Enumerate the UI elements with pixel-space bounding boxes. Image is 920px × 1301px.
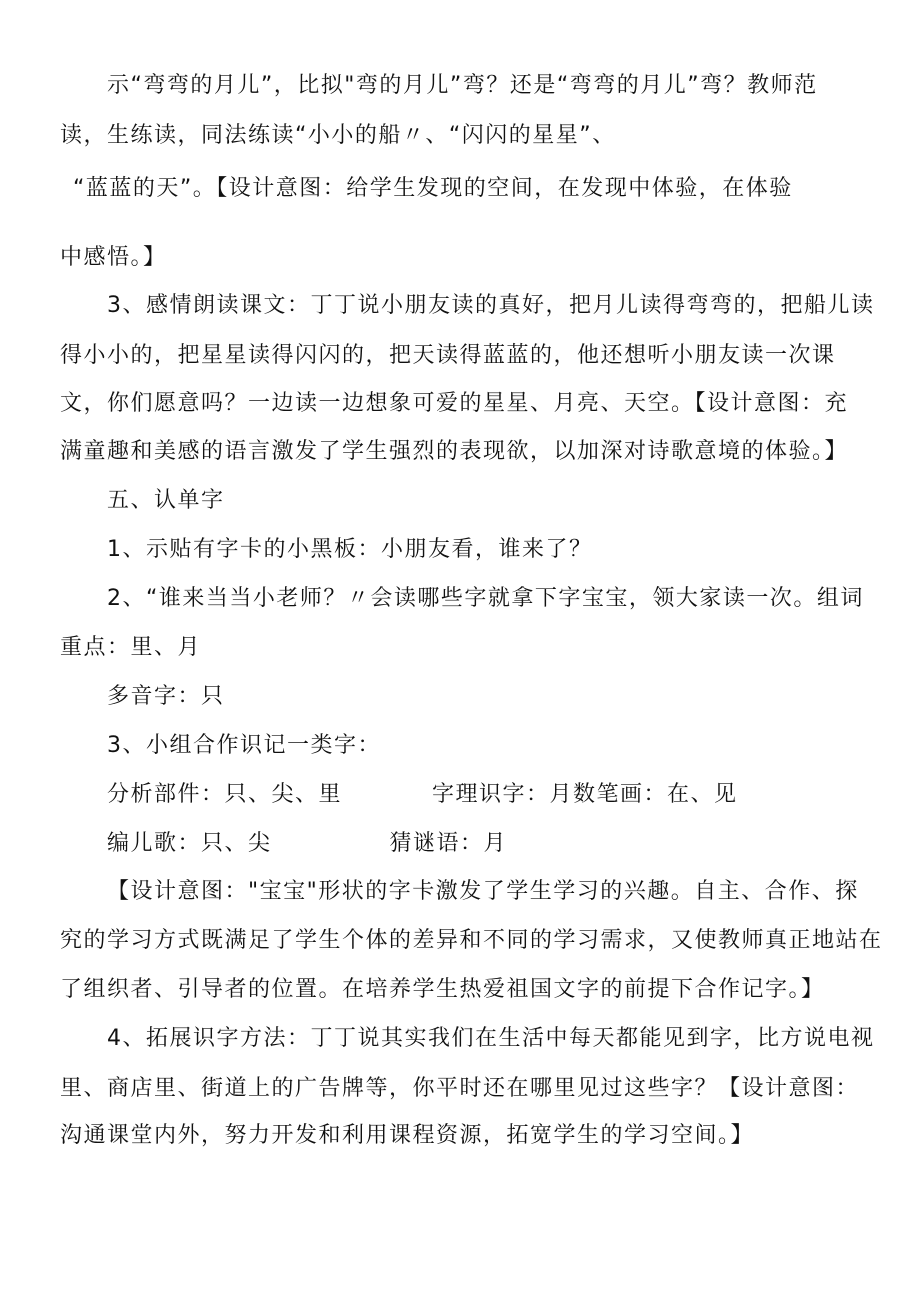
paragraph-line: 3、小组合作识记一类字： xyxy=(107,733,381,758)
paragraph-line: 【设计意图："宝宝"形状的字卡激发了学生学习的兴趣。自主、合作、探 xyxy=(107,879,859,904)
paragraph-line: 得小小的，把星星读得闪闪的，把天读得蓝蓝的，他还想听小朋友读一次课 xyxy=(60,343,836,368)
paragraph-line: 1、示贴有字卡的小黑板：小朋友看，谁来了？ xyxy=(107,537,593,562)
section-heading: 五、认单字 xyxy=(107,488,225,513)
paragraph-line: 重点：里、月 xyxy=(60,635,202,660)
paragraph-line: 文，你们愿意吗？一边读一边想象可爱的星星、月亮、天空。【设计意图：充 xyxy=(60,391,849,416)
method-meaning: 字理识字：月数笔画：在、见 xyxy=(432,782,738,807)
method-row xyxy=(107,780,738,810)
paragraph-line: 沟通课堂内外，努力开发和利用课程资源，拓宽学生的学习空间。】 xyxy=(60,1123,755,1148)
method-rhyme: 编儿歌：只、尖 xyxy=(107,831,272,856)
paragraph-line: 里、商店里、街道上的广告牌等，你平时还在哪里见过这些字？【设计意图： xyxy=(60,1076,860,1101)
paragraph-line: 2、“谁来当当小老师？〃会读哪些字就拿下字宝宝，领大家读一次。组词 xyxy=(107,586,864,611)
paragraph-line: 3、感情朗读课文：丁丁说小朋友读的真好，把月儿读得弯弯的，把船儿读 xyxy=(107,293,875,318)
method-riddle: 猜谜语：月 xyxy=(389,831,508,856)
paragraph-line: 4、拓展识字方法：丁丁说其实我们在生活中每天都能见到字，比方说电视 xyxy=(107,1026,875,1051)
paragraph-line: 了组织者、引导者的位置。在培养学生热爱祖国文字的前提下合作记字。】 xyxy=(60,977,825,1002)
paragraph-line: 示“弯弯的月儿”，比拟"弯的月儿”弯？还是“弯弯的月儿”弯？教师范 xyxy=(107,73,818,98)
paragraph-line: 中感悟。】 xyxy=(60,245,167,270)
method-row xyxy=(107,829,507,859)
paragraph-line: 多音字：只 xyxy=(107,684,225,709)
paragraph-line: 读，生练读，同法练读“小小的船〃、“闪闪的星星”、 xyxy=(60,123,616,148)
method-analyze: 分析部件：只、尖、里 xyxy=(107,782,343,807)
paragraph-line: 满童趣和美感的语言激发了学生强烈的表现欲，以加深对诗歌意境的体验。】 xyxy=(60,439,849,464)
paragraph-line: 究的学习方式既满足了学生个体的差异和不同的学习需求，又使教师真正地站在 xyxy=(60,928,883,953)
paragraph-line: “蓝蓝的天”。【设计意图：给学生发现的空间，在发现中体验，在体验 xyxy=(73,176,793,201)
